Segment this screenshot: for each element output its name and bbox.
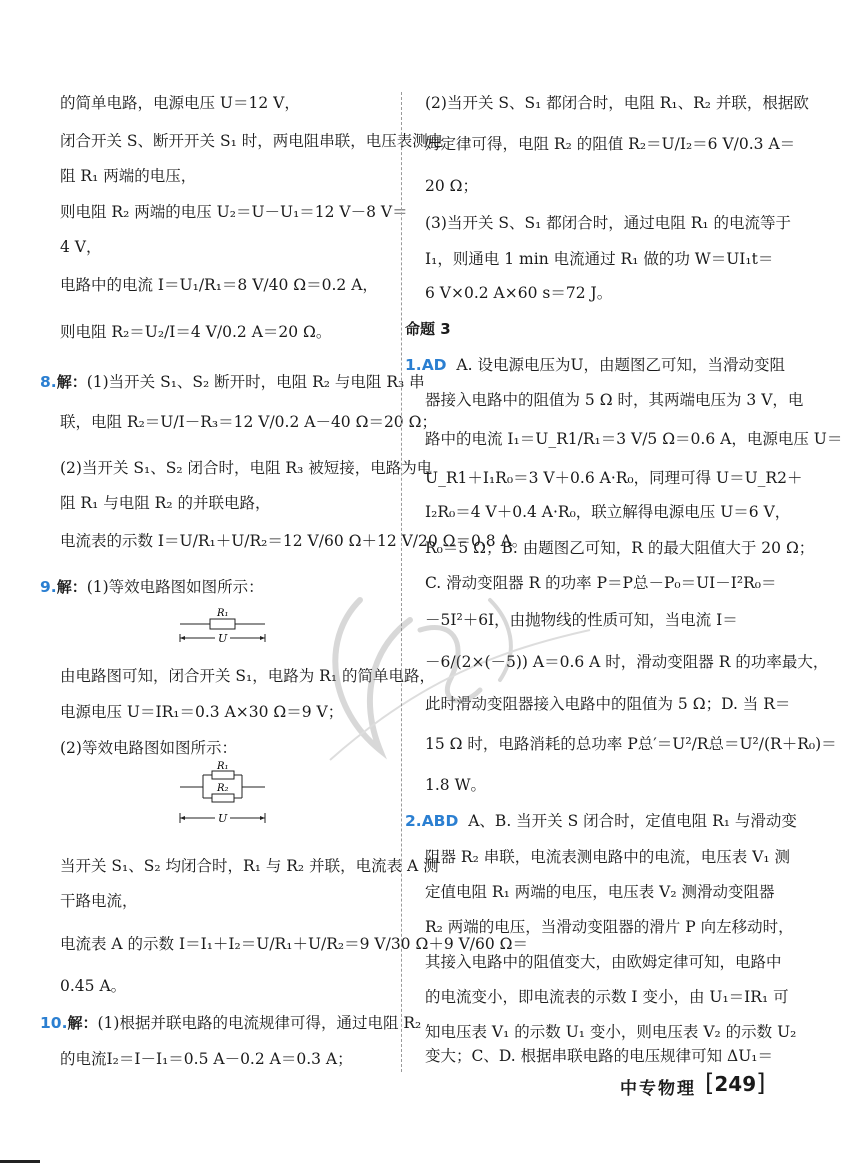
- voltage-u-label: U: [218, 812, 228, 825]
- resistor-r1-shape: [212, 771, 234, 779]
- text-line: (2)当开关 S、S₁ 都闭合时，电阻 R₁、R₂ 并联，根据欧: [425, 94, 809, 112]
- equation-line: 电流表 A 的示数 I＝I₁＋I₂＝U/R₁＋U/R₂＝9 V/30 Ω＋9 V/60 Ω＝: [60, 935, 529, 953]
- question-number: 2.: [405, 812, 422, 830]
- text-line: 闭合开关 S、断开开关 S₁ 时，两电阻串联，电压表测电: [60, 132, 444, 150]
- text-line: A. 设电源电压为U，由题图乙可知，当滑动变阻: [456, 356, 786, 374]
- question-number: 8.: [40, 373, 57, 391]
- text-line: 知电压表 V₁ 的示数 U₁ 变小，则电压表 V₂ 的示数 U₂: [425, 1023, 797, 1041]
- watermark-logo: [300, 560, 600, 780]
- solution-label: 解：: [67, 1014, 98, 1032]
- circuit-diagram-parallel: [175, 760, 270, 835]
- text-line: 干路电流，: [60, 892, 138, 910]
- bracket-right-icon: ]: [756, 1069, 766, 1097]
- question-8-line: [40, 372, 425, 392]
- text-line: 的简单电路，电源电压 U＝12 V，: [60, 94, 300, 112]
- equation-line: 15 Ω 时，电路消耗的总功率 P总′＝U²/R总＝U²/(R＋R₀)＝: [425, 735, 837, 753]
- text-line: (2)当开关 S₁、S₂ 闭合时，电阻 R₃ 被短接，电路为电: [60, 459, 433, 477]
- text-line: 的电流I₂＝I－I₁＝0.5 A－0.2 A＝0.3 A；: [60, 1050, 353, 1068]
- text-line: 4 V，: [60, 238, 102, 256]
- text-line: 此时滑动变阻器接入电路中的阻值为 5 Ω；D. 当 R＝: [425, 695, 791, 713]
- text-line: 电源电压 U＝IR₁＝0.3 A×30 Ω＝9 V；: [60, 703, 344, 721]
- resistor-r2-label: R₂: [217, 783, 229, 794]
- text-line: 0.45 A。: [60, 977, 127, 995]
- page-number: [705, 1069, 766, 1097]
- text-line: 阻 R₁ 与电阻 R₂ 的并联电路，: [60, 494, 271, 512]
- text-line: 的电流变小，即电流表的示数 I 变小，由 U₁＝IR₁ 可: [425, 988, 789, 1006]
- equation-line: 电路中的电流 I＝U₁/R₁＝8 V/40 Ω＝0.2 A，: [60, 276, 378, 294]
- text-line: 其接入电路中的阻值变大，由欧姆定律可知，电路中: [425, 953, 782, 971]
- question-number: 10.: [40, 1014, 68, 1032]
- section-heading: 命题 3: [405, 320, 451, 338]
- text-line: 器接入电路中的阻值为 5 Ω 时，其两端电压为 3 V，电: [425, 391, 804, 409]
- equation-line: U_R1＋I₁R₀＝3 V＋0.6 A·R₀，同理可得 U＝U_R2＋: [425, 469, 803, 487]
- text-line: 6 V×0.2 A×60 s＝72 J。: [425, 284, 613, 302]
- equation-line: 电流表的示数 I＝U/R₁＋U/R₂＝12 V/60 Ω＋12 V/20 Ω＝0.8 A。: [60, 532, 528, 550]
- resistor-r1-label: R₁: [217, 761, 229, 772]
- page-number-value: 249: [714, 1072, 757, 1096]
- question-9-line: [40, 577, 264, 597]
- text-line: (2)等效电路图如图所示：: [60, 739, 237, 757]
- resistor-r2-shape: [212, 794, 234, 802]
- question-number: 9.: [40, 578, 57, 596]
- text-line: A、B. 当开关 S 闭合时，定值电阻 R₁ 与滑动变: [468, 812, 797, 830]
- text-line: (1)等效电路图如图所示：: [86, 578, 264, 596]
- answer-2-line: [405, 811, 797, 831]
- text-line: 由电路图可知，闭合开关 S₁，电路为 R₁ 的简单电路，: [60, 667, 435, 685]
- text-line: (3)当开关 S、S₁ 都闭合时，通过电阻 R₁ 的电流等于: [425, 214, 791, 232]
- text-line: 阻器 R₂ 串联，电流表测电路中的电流，电压表 V₁ 测: [425, 848, 791, 866]
- text-line: 20 Ω；: [425, 177, 479, 195]
- answer-choice: ABD: [421, 812, 459, 830]
- voltage-u-label: U: [218, 632, 228, 645]
- answer-choice: AD: [421, 356, 447, 374]
- equation-line: 则电阻 R₂＝U₂/I＝4 V/0.2 A＝20 Ω。: [60, 323, 332, 341]
- text-line: 1.8 W。: [425, 776, 487, 794]
- text-line: 当开关 S₁、S₂ 均闭合时，R₁ 与 R₂ 并联，电流表 A 测: [60, 857, 439, 875]
- bracket-left-icon: [: [705, 1069, 715, 1097]
- text-line: R₂ 两端的电压，当滑动变阻器的滑片 P 向左移动时，: [425, 918, 794, 936]
- equation-line: 联，电阻 R₂＝U/I－R₃＝12 V/0.2 A－40 Ω＝20 Ω；: [60, 413, 437, 431]
- corner-mark: [0, 1160, 40, 1163]
- answer-1-line: [405, 355, 785, 375]
- resistor-r1-shape: [210, 619, 235, 629]
- footer-subject: 中专物理: [620, 1079, 696, 1099]
- resistor-r1-label: R₁: [217, 608, 229, 619]
- equation-line: 路中的电流 I₁＝U_R1/R₁＝3 V/5 Ω＝0.6 A，电源电压 U＝: [425, 430, 842, 448]
- text-line: 则电阻 R₂ 两端的电压 U₂＝U－U₁＝12 V－8 V＝: [60, 203, 408, 221]
- equation-line: －6/(2×(－5)) A＝0.6 A 时，滑动变阻器 R 的功率最大，: [425, 653, 829, 671]
- equation-line: 姆定律可得，电阻 R₂ 的阻值 R₂＝U/I₂＝6 V/0.3 A＝: [425, 135, 796, 153]
- equation-line: C. 滑动变阻器 R 的功率 P＝P总－P₀＝UI－I²R₀＝: [425, 574, 777, 592]
- equation-line: I₂R₀＝4 V＋0.4 A·R₀，联立解得电源电压 U＝6 V，: [425, 503, 791, 521]
- circuit-diagram-single: [175, 606, 270, 656]
- solution-label: 解：: [56, 373, 87, 391]
- text-line: 阻 R₁ 两端的电压，: [60, 167, 197, 185]
- text-line: R₀＝5 Ω；B. 由题图乙可知，R 的最大阻值大于 20 Ω；: [425, 539, 815, 557]
- text-line: (1)当开关 S₁、S₂ 断开时，电阻 R₂ 与电阻 R₃ 串: [86, 373, 425, 391]
- solution-label: 解：: [56, 578, 87, 596]
- equation-line: －5I²＋6I，由抛物线的性质可知，当电流 I＝: [425, 611, 738, 629]
- question-number: 1.: [405, 356, 422, 374]
- text-line: 变大；C、D. 根据串联电路的电压规律可知 ΔU₁＝: [425, 1047, 773, 1065]
- text-line: 定值电阻 R₁ 两端的电压，电压表 V₂ 测滑动变阻器: [425, 883, 775, 901]
- question-10-line: [40, 1013, 421, 1033]
- text-line: I₁，则通电 1 min 电流通过 R₁ 做的功 W＝UI₁t＝: [425, 250, 774, 268]
- text-line: (1)根据并联电路的电流规律可得，通过电阻 R₂: [97, 1014, 422, 1032]
